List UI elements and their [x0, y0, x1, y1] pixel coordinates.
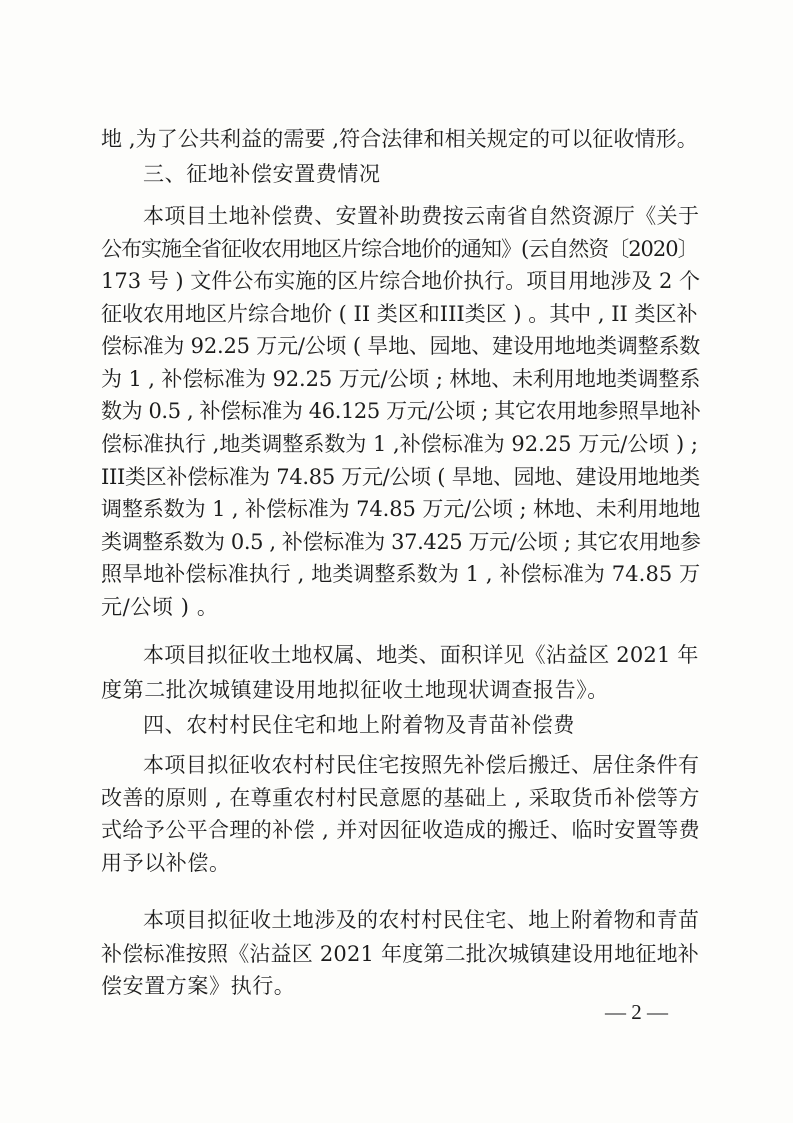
- text-line-7: 偿标准为 92.25 万元/公顷 ( 旱地、园地、建设用地地类调整系数: [101, 334, 701, 358]
- text-line-21: 式给予公平合理的补偿 , 并对因征收造成的搬迁、临时安置等费: [101, 818, 701, 842]
- text-line-14: 照旱地补偿标准执行 , 地类调整系数为 1 , 补偿标准为 74.85 万: [101, 562, 701, 586]
- text-line-6: 征收农用地区片综合地价 ( II 类区和III类区 ) 。其中 , II 类区补: [101, 302, 698, 326]
- text-line-25: 偿安置方案》执行。: [101, 974, 296, 998]
- text-line-20: 改善的原则 , 在尊重农村村民意愿的基础上 , 采取货币补偿等方: [101, 786, 700, 810]
- text-line-3: 本项目土地补偿费、安置补助费按云南省自然资源厅《关于: [143, 204, 700, 228]
- text-line-5: 173 号 ) 文件公布实施的区片综合地价执行。项目用地涉及 2 个: [101, 269, 701, 293]
- text-line-13: 类调整系数为 0.5 , 补偿标准为 37.425 万元/公顷 ; 其它农用地参: [101, 530, 701, 554]
- text-line-23: 本项目拟征收土地涉及的农村村民住宅、地上附着物和青苗: [143, 908, 700, 932]
- page-number: — 2 —: [605, 1000, 668, 1024]
- text-line-1: 地 ,为了公共利益的需要 ,符合法律和相关规定的可以征收情形。: [101, 127, 698, 151]
- text-line-19: 本项目拟征收农村村民住宅按照先补偿后搬迁、居住条件有: [143, 753, 700, 777]
- text-line-11: III类区补偿标准为 74.85 万元/公顷 ( 旱地、园地、建设用地地类: [101, 465, 700, 489]
- text-line-12: 调整系数为 1 , 补偿标准为 74.85 万元/公顷 ; 林地、未利用地地: [101, 497, 701, 521]
- section-heading-4: 四、农村村民住宅和地上附着物及青苗补偿费: [143, 713, 575, 737]
- text-line-16: 本项目拟征收土地权属、地类、面积详见《沾益区 2021 年: [143, 643, 699, 667]
- section-heading-3: 三、征地补偿安置费情况: [143, 162, 381, 186]
- text-line-8: 为 1 , 补偿标准为 92.25 万元/公顷 ; 林地、未利用地地类调整系: [101, 367, 701, 391]
- text-line-4: 公布实施全省征收农用地区片综合地价的通知》(云自然资〔2020〕: [101, 237, 698, 261]
- text-line-22: 用予以补偿。: [101, 851, 231, 875]
- text-line-10: 偿标准执行 ,地类调整系数为 1 ,补偿标准为 92.25 万元/公顷 ) ;: [101, 432, 698, 456]
- text-line-24: 补偿标准按照《沾益区 2021 年度第二批次城镇建设用地征地补: [101, 942, 699, 966]
- text-line-15: 元/公顷 ) 。: [101, 595, 219, 619]
- text-line-17: 度第二批次城镇建设用地拟征收土地现状调查报告》。: [101, 678, 609, 702]
- text-line-9: 数为 0.5 , 补偿标准为 46.125 万元/公顷 ; 其它农用地参照旱地补: [101, 399, 701, 423]
